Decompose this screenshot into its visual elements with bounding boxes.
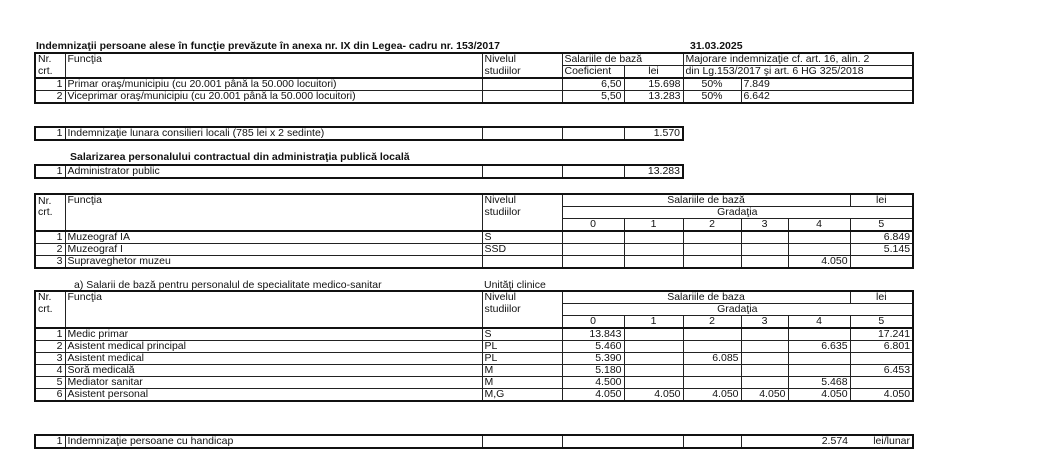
header-grade-0: 0 — [562, 219, 624, 232]
header-nivelul: Nivelul — [482, 291, 562, 304]
row-procent: 50% — [683, 91, 741, 104]
header-functia: Funcţia — [65, 194, 482, 207]
header-nr: Nr. — [35, 53, 65, 66]
table-row — [35, 165, 683, 178]
row-grade-5: 6.849 — [850, 231, 913, 244]
row-nivel: S — [482, 231, 562, 244]
row-grade-5: 17.241 — [850, 328, 913, 341]
row-nivel: PL — [482, 353, 562, 365]
header-lei: lei — [850, 194, 913, 207]
header-grade-5: 5 — [850, 316, 913, 329]
table-row — [35, 328, 913, 341]
row-grade-4 — [788, 244, 850, 256]
row-grade-3 — [741, 244, 788, 256]
table-handicap — [34, 434, 914, 449]
row-unit: lei/lunar — [850, 435, 913, 448]
table-muzeu — [34, 193, 914, 269]
row-functia: Administrator public — [65, 165, 482, 178]
row-grade-0 — [562, 256, 624, 269]
row-grade-1 — [624, 231, 683, 244]
row-nivel: M,G — [482, 389, 562, 402]
row-value: 2.574 — [741, 435, 850, 448]
medical-subtitle: a) Salarii de bază pentru personalul de specialitate medico-sanitar — [74, 279, 382, 291]
row-nr: 1 — [35, 127, 65, 140]
section-title-alese: Indemnizaţii persoane alese în funcţie prevăzute în anexa nr. IX din Legea- cadru nr. 153/2017 — [36, 40, 500, 52]
row-nivel: S — [482, 328, 562, 341]
row-grade-1 — [624, 377, 683, 389]
row-grade-0: 5.460 — [562, 341, 624, 353]
row-functia: Asistent medical — [65, 353, 482, 365]
row-grade-2: 6.085 — [683, 353, 741, 365]
row-grade-1 — [624, 365, 683, 377]
row-grade-2 — [683, 365, 741, 377]
muzeu-rows — [35, 231, 913, 268]
row-grade-3 — [741, 341, 788, 353]
row-grade-2 — [683, 231, 741, 244]
header-nr: Nr. — [35, 291, 65, 304]
header-salariile: Salariile de baza — [562, 291, 850, 304]
header-salariile: Salariile de bază — [562, 53, 683, 66]
row-functia: Soră medicală — [65, 365, 482, 377]
header-nr: Nr. — [35, 194, 65, 207]
row-grade-1: 4.050 — [624, 389, 683, 402]
medical-unit: Unităţi clinice — [484, 279, 546, 291]
row-grade-2: 4.050 — [683, 389, 741, 402]
header-nivelul: Nivelul — [482, 194, 562, 207]
table-row — [35, 91, 913, 104]
row-nr: 1 — [35, 165, 65, 178]
row-coeficient: 6,50 — [562, 78, 624, 91]
row-functia: Supraveghetor muzeu — [65, 256, 482, 269]
row-grade-4 — [788, 328, 850, 341]
header-grade-0: 0 — [562, 316, 624, 329]
table-row — [35, 353, 913, 365]
row-grade-4: 4.050 — [788, 389, 850, 402]
table-consilieri — [34, 126, 684, 141]
row-grade-5: 5.145 — [850, 244, 913, 256]
row-nr: 6 — [35, 389, 65, 402]
row-lei: 15.698 — [624, 78, 683, 91]
row-grade-2 — [683, 244, 741, 256]
header-functia: Funcţia — [65, 291, 482, 304]
row-grade-4: 5.468 — [788, 377, 850, 389]
row-nr: 1 — [35, 328, 65, 341]
section-title-contractual: Salarizarea personalului contractual din administraţia publică locală — [70, 151, 410, 163]
table-row — [35, 244, 913, 256]
table-row — [35, 127, 683, 140]
row-grade-1 — [624, 353, 683, 365]
row-grade-5 — [850, 377, 913, 389]
row-nr: 1 — [35, 78, 65, 91]
table-row — [35, 377, 913, 389]
row-nivel — [482, 91, 562, 104]
row-nr: 3 — [35, 353, 65, 365]
row-functia: Mediator sanitar — [65, 377, 482, 389]
document-date: 31.03.2025 — [690, 40, 743, 52]
row-grade-0: 13.843 — [562, 328, 624, 341]
row-majorare: 6.642 — [741, 91, 913, 104]
row-nr: 5 — [35, 377, 65, 389]
row-nivel: M — [482, 377, 562, 389]
header-coeficient: Coeficient — [562, 66, 624, 79]
header-lei: lei — [624, 66, 683, 79]
row-grade-4 — [788, 365, 850, 377]
row-grade-0: 5.180 — [562, 365, 624, 377]
table-row — [35, 256, 913, 269]
row-functia: Primar oraş/municipiu (cu 20.001 până la 50.000 locuitori) — [65, 78, 482, 91]
row-functia: Muzeograf IA — [65, 231, 482, 244]
table-medical — [34, 290, 914, 402]
table-alese — [34, 52, 914, 104]
row-coeficient: 5,50 — [562, 91, 624, 104]
row-grade-2 — [683, 377, 741, 389]
row-grade-0: 4.050 — [562, 389, 624, 402]
header-grade-5: 5 — [850, 219, 913, 232]
header-studiilor: studiilor — [482, 66, 562, 79]
row-majorare: 7.849 — [741, 78, 913, 91]
row-grade-2 — [683, 341, 741, 353]
row-grade-1 — [624, 256, 683, 269]
header-majorare-2: din Lg.153/2017 şi art. 6 HG 325/2018 — [683, 66, 913, 79]
header-grade-1: 1 — [624, 316, 683, 329]
row-lei: 13.283 — [624, 165, 683, 178]
table-administrator — [34, 164, 684, 179]
row-nr: 2 — [35, 341, 65, 353]
row-nr: 4 — [35, 365, 65, 377]
header-salariile: Salariile de bază — [562, 194, 850, 207]
medical-rows — [35, 328, 913, 401]
row-grade-0: 5.390 — [562, 353, 624, 365]
table-row — [35, 231, 913, 244]
header-grade-2: 2 — [683, 219, 741, 232]
row-functia: Indemnizaţie lunara consilieri locali (785 lei x 2 sedinte) — [65, 127, 482, 140]
header-grade-4: 4 — [788, 316, 850, 329]
row-grade-3 — [741, 377, 788, 389]
header-gradatia: Gradaţia — [562, 304, 913, 316]
header-gradatia: Gradaţia — [562, 207, 913, 219]
row-nivel: PL — [482, 341, 562, 353]
row-functia: Asistent medical principal — [65, 341, 482, 353]
header-studiilor: studiilor — [482, 304, 562, 316]
row-grade-4 — [788, 353, 850, 365]
row-functia: Viceprimar oraş/municipiu (cu 20.001 până la 50.000 locuitori) — [65, 91, 482, 104]
row-grade-1 — [624, 341, 683, 353]
row-lei: 13.283 — [624, 91, 683, 104]
row-lei: 1.570 — [624, 127, 683, 140]
table-row — [35, 435, 913, 448]
row-grade-0 — [562, 231, 624, 244]
table-row — [35, 365, 913, 377]
row-nivel — [482, 78, 562, 91]
row-grade-3: 4.050 — [741, 389, 788, 402]
row-nivel: M — [482, 365, 562, 377]
row-grade-5: 6.453 — [850, 365, 913, 377]
header-grade-3: 3 — [741, 316, 788, 329]
header-functia: Funcţia — [65, 53, 482, 66]
row-grade-5: 4.050 — [850, 389, 913, 402]
row-nivel: SSD — [482, 244, 562, 256]
row-grade-3 — [741, 231, 788, 244]
row-nr: 1 — [35, 435, 65, 448]
header-grade-1: 1 — [624, 219, 683, 232]
row-functia: Indemnizaţie persoane cu handicap — [65, 435, 482, 448]
table-row — [35, 78, 913, 91]
header-grade-2: 2 — [683, 316, 741, 329]
row-nr: 2 — [35, 91, 65, 104]
row-nr: 2 — [35, 244, 65, 256]
row-functia: Muzeograf I — [65, 244, 482, 256]
row-grade-0: 4.500 — [562, 377, 624, 389]
row-grade-3 — [741, 256, 788, 269]
header-lei: lei — [850, 291, 913, 304]
row-grade-1 — [624, 244, 683, 256]
table-row — [35, 389, 913, 402]
header-majorare-1: Majorare indemnizaţie cf. art. 16, alin. 2 — [683, 53, 913, 66]
header-crt: crt. — [35, 304, 65, 316]
header-studiilor: studiilor — [482, 207, 562, 219]
header-crt: crt. — [35, 207, 65, 219]
row-grade-4 — [788, 231, 850, 244]
table-row — [35, 341, 913, 353]
header-crt: crt. — [35, 66, 65, 79]
row-functia: Medic primar — [65, 328, 482, 341]
row-procent: 50% — [683, 78, 741, 91]
header-grade-4: 4 — [788, 219, 850, 232]
row-functia: Asistent personal — [65, 389, 482, 402]
row-grade-3 — [741, 328, 788, 341]
row-grade-5 — [850, 256, 913, 269]
row-nr: 3 — [35, 256, 65, 269]
row-grade-4: 6.635 — [788, 341, 850, 353]
row-grade-1 — [624, 328, 683, 341]
row-grade-5: 6.801 — [850, 341, 913, 353]
row-grade-2 — [683, 256, 741, 269]
header-grade-3: 3 — [741, 219, 788, 232]
row-grade-4: 4.050 — [788, 256, 850, 269]
row-grade-3 — [741, 365, 788, 377]
row-nr: 1 — [35, 231, 65, 244]
header-nivelul: Nivelul — [482, 53, 562, 66]
row-nivel — [482, 256, 562, 269]
row-grade-2 — [683, 328, 741, 341]
row-grade-0 — [562, 244, 624, 256]
row-grade-3 — [741, 353, 788, 365]
row-grade-5 — [850, 353, 913, 365]
